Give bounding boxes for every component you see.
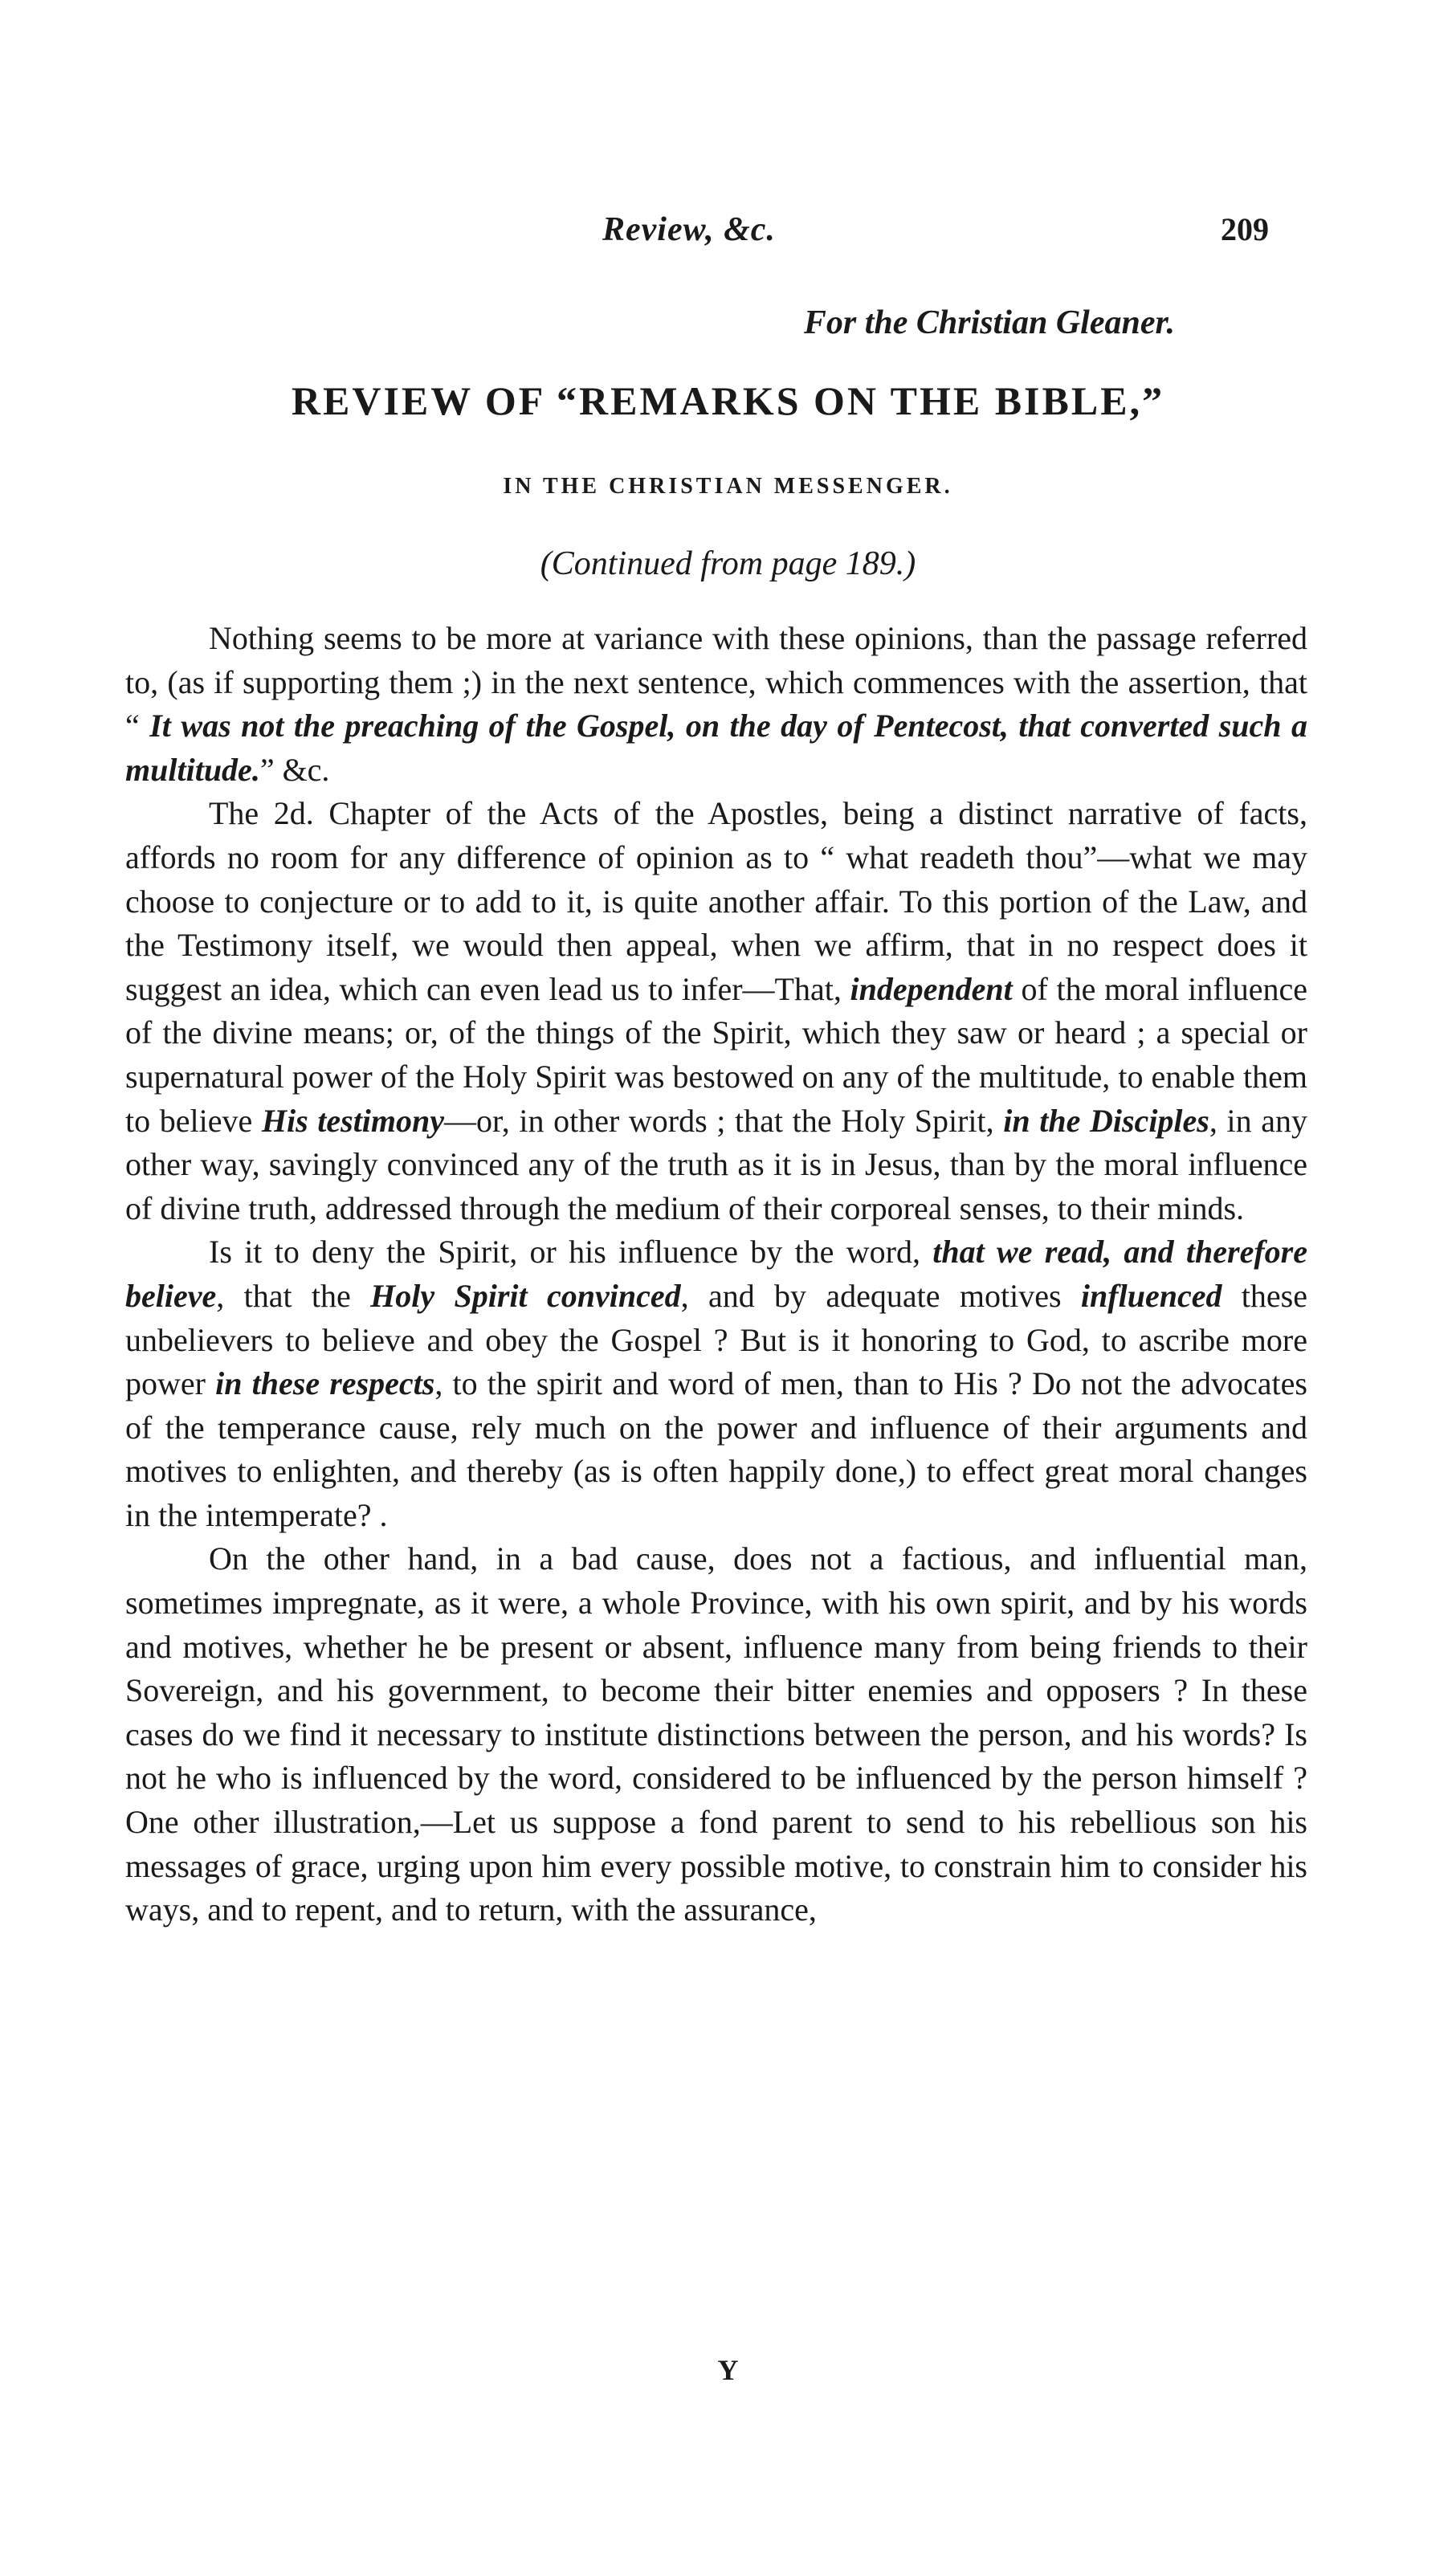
page-number: 209 [1221,211,1269,247]
paragraph-text: , in any other way, savingly convinced any of the truth as it is in Jesus, than by the moral influence of divine truth, addressed through the medium of their corporeal senses, to their minds. [125,1102,1307,1226]
paragraph-text: ” &c. [259,751,330,788]
paragraph-text: The 2d. Chapter of the Acts of the Apostles, being a distinct narrative of facts, affords no room for any difference of opinion as to “ what readeth thou”—what we may choose to conjecture or to add to it, is quite another affair. To this portion of the Law, and the Testimony itself, we would then appeal, when we affirm, that in no respect does it suggest an idea, which can even lead us to infer—That, [125,795,1307,1007]
article-subtitle: IN THE CHRISTIAN MESSENGER. [503,474,953,499]
article-body [125,617,1307,1932]
paragraph-text: —or, in other words ; that the Holy Spirit, [444,1102,1004,1139]
paragraph-text: On the other hand, in a bad cause, does not a factious, and influential man, sometimes impregnate, as it were, a whole Province, with his own spirit, and by his words and motives, whether he be present or absent, influence many from being friends to their Sovereign, and his government, to become their bitter enemies and opposers ? In these cases do we find it necessary to institute distinctions between the person, and his words? Is not he who is influenced by the word, considered to be influenced by the person himself ? One other illustration,—Let us suppose a fond parent to send to his rebellious son his messages of grace, urging upon him every possible motive, to constrain him to consider his ways, and to repent, and to return, with the assurance, [125,1540,1307,1928]
emphasized-text: in the Disciples [1003,1102,1209,1139]
attribution-line: For the Christian Gleaner. [803,304,1175,341]
emphasized-text: His testimony [261,1102,445,1139]
body-paragraph [125,1537,1307,1932]
running-head-title: Review, &c. [602,211,776,248]
emphasized-text: independent [850,970,1013,1007]
paragraph-text: Is it to deny the Spirit, or his influence by the word, [209,1234,933,1271]
running-head [0,210,1456,259]
body-paragraph [125,1230,1307,1537]
paragraph-text: , to the spirit and word of men, than to His ? Do not the advocates of the temperance cause, rely much on the power and influence of their arguments and motives to enlighten, and thereby (as is often happily done,) to effect great moral changes in the intemperate? . [125,1365,1307,1533]
paragraph-text: of the moral influence of the divine means; or, of the things of the Spirit, which they saw or heard ; a special or supernatural power of the Holy Spirit was bestowed on any of the multitude, to enable them to believe [125,970,1307,1139]
emphasized-text: Holy Spirit convinced [370,1277,681,1314]
paragraph-text: Nothing seems to be more at variance with these opinions, than the passage referred to, (as if supporting them ;) in the next sentence, which commences with the assertion, that “ [125,620,1307,744]
paragraph-text: these unbelievers to believe and obey the Gospel ? But is it honoring to God, to ascribe more power [125,1277,1307,1402]
emphasized-text: that we read, and therefore believe [125,1234,1307,1314]
continuation-note: (Continued from page 189.) [540,545,916,582]
emphasized-text: It was not the preaching of the Gospel, on the day of Pentecost, that converted such a multitude. [125,708,1307,788]
emphasized-text: in these respects [215,1365,435,1402]
body-paragraph [125,617,1307,792]
signature-mark: Y [717,2354,739,2386]
paragraph-text: , and by adequate motives [680,1277,1081,1314]
article-title: REVIEW OF “REMARKS ON THE BIBLE,” [291,378,1165,423]
emphasized-text: influenced [1080,1277,1222,1314]
body-paragraph [125,792,1307,1230]
paragraph-text: , that the [216,1277,371,1314]
